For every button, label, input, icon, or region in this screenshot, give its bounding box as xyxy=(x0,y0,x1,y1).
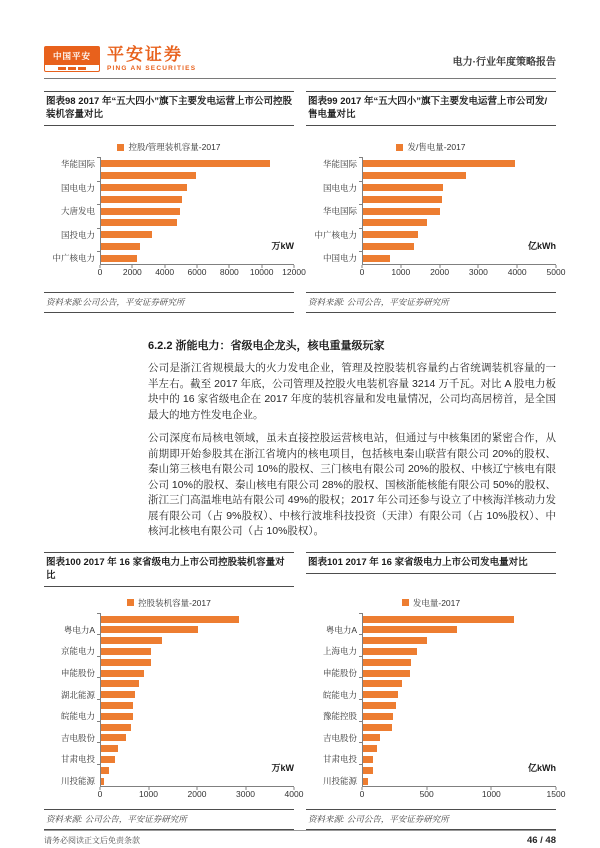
x-axis-tick-label: 1000 xyxy=(391,267,411,278)
x-axis-tick-label: 8000 xyxy=(219,267,239,278)
bar xyxy=(101,713,133,720)
x-axis-tick-label: 3000 xyxy=(468,267,488,278)
section-paragraph-1: 公司是浙江省规模最大的火力发电企业，管理及控股装机容量约占省统调装机容量的一半左右。截至 2017 年底，公司管理及控股火电装机容量 3214 万千瓦。对比 A 股电力板块中的 16 家省级电企在 2017 年度的装机容量和发电量情况，公司均高居榜首，是全国最大的地方性发电企业。 xyxy=(148,362,556,421)
bar-row xyxy=(306,614,556,625)
report-type-label: 电力·行业年度策略报告 xyxy=(452,57,556,68)
figure-99-legend xyxy=(306,141,556,153)
legend-label: 发/售电量-2017 xyxy=(407,142,466,152)
figure-98-plot xyxy=(44,158,306,278)
bar xyxy=(101,670,144,677)
page-header xyxy=(44,46,556,79)
bar-row xyxy=(306,776,556,787)
bar xyxy=(101,767,109,774)
y-axis-label: 华能国际 xyxy=(60,158,95,169)
x-axis-tick-label: 5000 xyxy=(546,267,566,278)
bar xyxy=(363,778,368,785)
y-axis-label: 川投能源 xyxy=(322,776,357,787)
bar xyxy=(363,616,514,623)
bar xyxy=(363,724,392,731)
bar-row xyxy=(44,193,294,205)
legend-label: 发电量-2017 xyxy=(412,597,461,608)
page-footer xyxy=(44,830,556,846)
bar-row xyxy=(306,252,556,264)
bar xyxy=(101,745,118,752)
bar-row xyxy=(306,635,556,646)
y-axis-label: 皖能电力 xyxy=(60,711,95,722)
bar-row xyxy=(306,754,556,765)
bar-row xyxy=(306,182,556,194)
bar xyxy=(101,659,151,666)
page-number: 46 / 48 xyxy=(526,835,556,847)
legend-label: 控股/管理装机容量-2017 xyxy=(128,142,221,152)
x-axis-tick-label: 12000 xyxy=(282,267,306,278)
bar xyxy=(363,231,418,238)
section-paragraph-2: 公司深度布局核电领域，虽未直接控股运营核电站，但通过与中核集团的紧密合作，从前期即开始参股其在浙江省境内的核电项目，包括核电秦山联营有限公司 20%的股权、秦山第三核电有限公司 10%的股权、三门核电有限公司 20%的股权、中核辽宁核电有限公司 10%的股权、秦山核电有限公司 28%的股权、国核浙能核能有限公司 50%的股权、浙江三门高温堆电站有限公司 49%的股权；2017 年公司还参与设立了中核海洋核动力发展有限公司（占 9%股权）、中核行波堆科技投资（天津）有限公司（占 10%股权）、中核河北核电有限公司（占 10%股权）。 xyxy=(148,432,556,538)
figure-101-title: 图表101 2017 年 16 家省级电力上市公司发电量对比 xyxy=(306,552,556,574)
logo-badge-strip xyxy=(44,65,100,72)
bar-row xyxy=(44,170,294,182)
x-axis-tick-label: 2000 xyxy=(187,789,207,800)
logo-en-text: PING AN SECURITIES xyxy=(107,65,197,72)
y-axis-label: 皖能电力 xyxy=(322,689,357,700)
y-axis-label: 中广核电力 xyxy=(52,253,95,264)
axis-unit-label: 亿kWh xyxy=(528,763,556,774)
bar-row xyxy=(44,229,294,241)
bar-row xyxy=(306,158,556,170)
disclaimer-text: 请务必阅读正文后免责条款 xyxy=(44,836,140,846)
bar xyxy=(101,691,135,698)
bar-row xyxy=(306,217,556,229)
axis-unit-label: 万kW xyxy=(271,241,294,252)
y-axis-label: 甘肃电投 xyxy=(60,754,95,765)
figure-98-title: 图表98 2017 年“五大四小”旗下主要发电运营上市公司控股装机容量对比 xyxy=(44,91,294,126)
y-axis-label: 川投能源 xyxy=(60,776,95,787)
x-axis-tick-label: 500 xyxy=(419,789,434,800)
bar xyxy=(101,648,151,655)
bar xyxy=(363,196,442,203)
bar-row xyxy=(44,765,294,776)
x-axis-tick-label: 0 xyxy=(97,789,103,800)
bar-row xyxy=(306,624,556,635)
bar-row xyxy=(44,614,294,625)
pingan-logo-badge-icon xyxy=(44,46,100,72)
bar xyxy=(363,172,466,179)
x-axis-tick-label: 1000 xyxy=(139,789,158,800)
x-axis-tick-label: 4000 xyxy=(507,267,527,278)
bar xyxy=(101,255,137,262)
bar xyxy=(101,778,104,785)
bar xyxy=(101,196,182,203)
y-axis-label: 湖北能源 xyxy=(60,689,95,700)
bar-row xyxy=(306,229,556,241)
y-axis-label: 申能股份 xyxy=(60,668,95,679)
figure-101 xyxy=(306,552,566,831)
y-axis-label: 上海电力 xyxy=(322,646,357,657)
bar xyxy=(363,734,380,741)
x-axis-tick-label: 2000 xyxy=(122,267,142,278)
section-heading: 6.2.2 浙能电力：省级电企龙头，核电重量级玩家 xyxy=(148,340,385,353)
y-axis-label: 大唐发电 xyxy=(60,206,95,217)
legend-swatch-icon xyxy=(127,599,134,606)
figure-row-2 xyxy=(44,552,566,831)
figure-99-source: 资料来源: 公司公告，平安证券研究所 xyxy=(306,292,556,313)
legend-swatch-icon xyxy=(396,144,403,151)
section-6-2-2 xyxy=(148,337,556,540)
x-axis-tick-label: 2000 xyxy=(430,267,450,278)
bar xyxy=(101,724,131,731)
bar xyxy=(101,702,133,709)
bar xyxy=(363,702,396,709)
bar-row xyxy=(44,182,294,194)
y-axis-label: 申能股份 xyxy=(322,668,357,679)
bar-row xyxy=(44,776,294,787)
figure-99-plot xyxy=(306,158,566,278)
legend-swatch-icon xyxy=(117,144,124,151)
bar xyxy=(363,219,427,226)
bar-row xyxy=(306,711,556,722)
legend-swatch-icon xyxy=(402,599,409,606)
bar xyxy=(363,767,373,774)
figure-100-source: 资料来源: 公司公告，平安证券研究所 xyxy=(44,809,294,830)
y-axis-label: 国电电力 xyxy=(60,182,95,193)
bar-row xyxy=(44,217,294,229)
bar xyxy=(363,670,410,677)
y-axis-label: 粤电力A xyxy=(325,624,357,635)
bar xyxy=(363,713,393,720)
y-axis-label: 华电国际 xyxy=(322,206,357,217)
x-axis-tick-label: 1500 xyxy=(546,789,566,800)
bar xyxy=(101,626,198,633)
axis-unit-label: 亿kWh xyxy=(528,241,556,252)
bar-row xyxy=(44,252,294,264)
bar-row xyxy=(44,624,294,635)
bar-row xyxy=(306,732,556,743)
figure-100 xyxy=(44,552,304,831)
x-axis-tick-label: 0 xyxy=(359,267,365,278)
bar-row xyxy=(44,646,294,657)
figure-row-1 xyxy=(44,91,566,313)
bar-row xyxy=(44,657,294,668)
figure-100-plot xyxy=(44,614,304,801)
bar xyxy=(101,680,139,687)
x-axis xyxy=(359,786,566,800)
bar xyxy=(101,160,270,167)
bar-row xyxy=(44,205,294,217)
x-axis-tick-label: 10000 xyxy=(249,267,274,278)
y-axis-label: 华能国际 xyxy=(322,158,357,169)
legend-label: 控股装机容量-2017 xyxy=(138,597,211,608)
bar xyxy=(101,637,162,644)
figure-101-plot xyxy=(306,614,566,801)
bar-row xyxy=(306,765,556,776)
bar-row xyxy=(44,635,294,646)
bar xyxy=(101,616,239,623)
bar xyxy=(363,243,414,250)
bar xyxy=(363,637,427,644)
bar xyxy=(363,756,373,763)
y-axis-label: 中国电力 xyxy=(322,253,357,264)
bar xyxy=(101,172,196,179)
bar-row xyxy=(44,241,294,253)
bar-row xyxy=(44,689,294,700)
bar xyxy=(363,648,417,655)
bar xyxy=(363,659,411,666)
bar-row xyxy=(44,732,294,743)
y-axis-label: 甘肃电投 xyxy=(322,754,357,765)
bar xyxy=(363,745,377,752)
bar-row xyxy=(306,657,556,668)
axis-unit-label: 万kW xyxy=(271,763,294,774)
bar-row xyxy=(44,700,294,711)
y-axis-label: 吉电股份 xyxy=(60,732,95,743)
x-axis-tick-label: 4000 xyxy=(155,267,175,278)
bar xyxy=(101,231,152,238)
figure-98 xyxy=(44,91,306,313)
x-axis xyxy=(359,264,566,278)
y-axis-label: 豫能控股 xyxy=(322,711,357,722)
bar-row xyxy=(306,646,556,657)
bar xyxy=(101,184,187,191)
bar-row xyxy=(44,754,294,765)
y-axis-label: 粤电力A xyxy=(63,624,95,635)
bar xyxy=(101,756,115,763)
bar-row xyxy=(44,711,294,722)
y-axis-label: 中广核电力 xyxy=(314,229,357,240)
bar xyxy=(363,184,443,191)
bar xyxy=(101,243,140,250)
y-axis-label: 京能电力 xyxy=(60,646,95,657)
logo-wordmark xyxy=(107,46,196,72)
bar-row xyxy=(44,722,294,733)
bar-row xyxy=(306,678,556,689)
bar-row xyxy=(306,722,556,733)
logo-cn-text: 平安证券 xyxy=(107,45,183,64)
bar-row xyxy=(306,193,556,205)
x-axis-tick-label: 4000 xyxy=(284,789,304,800)
bar-row xyxy=(306,170,556,182)
figure-98-source: 资料来源:公司公告，平安证券研究所 xyxy=(44,292,294,313)
x-axis xyxy=(97,786,304,800)
figure-99 xyxy=(306,91,566,313)
bar xyxy=(363,255,390,262)
bar-row xyxy=(306,668,556,679)
x-axis xyxy=(97,264,306,278)
x-axis-tick-label: 0 xyxy=(97,267,103,278)
logo-badge-text: 中国平安 xyxy=(44,46,100,65)
bar xyxy=(363,691,398,698)
x-axis-tick-label: 3000 xyxy=(236,789,255,800)
y-axis-label: 吉电股份 xyxy=(322,732,357,743)
bar xyxy=(363,208,440,215)
bar xyxy=(363,626,457,633)
bar xyxy=(101,219,177,226)
bar-row xyxy=(44,743,294,754)
figure-100-legend xyxy=(44,597,294,609)
bar-row xyxy=(44,668,294,679)
x-axis-tick-label: 6000 xyxy=(187,267,207,278)
bar xyxy=(363,160,515,167)
y-axis-label: 国投电力 xyxy=(60,229,95,240)
figure-98-legend xyxy=(44,141,294,153)
bar-row xyxy=(306,700,556,711)
figure-101-source: 资料来源: 公司公告，平安证券研究所 xyxy=(306,809,556,830)
bar-row xyxy=(44,158,294,170)
bar xyxy=(363,680,402,687)
pingan-logo xyxy=(44,46,196,72)
y-axis-label: 国电电力 xyxy=(322,182,357,193)
bar-row xyxy=(44,678,294,689)
x-axis-tick-label: 0 xyxy=(359,789,365,800)
bar-row xyxy=(306,205,556,217)
x-axis-tick-label: 1000 xyxy=(481,789,501,800)
figure-100-title: 图表100 2017 年 16 家省级电力上市公司控股装机容量对比 xyxy=(44,552,294,587)
bar xyxy=(101,208,180,215)
figure-101-legend xyxy=(306,597,556,609)
bar-row xyxy=(306,241,556,253)
bar-row xyxy=(306,689,556,700)
bar-row xyxy=(306,743,556,754)
bar xyxy=(101,734,126,741)
figure-99-title: 图表99 2017 年“五大四小”旗下主要发电运营上市公司发/售电量对比 xyxy=(306,91,556,126)
